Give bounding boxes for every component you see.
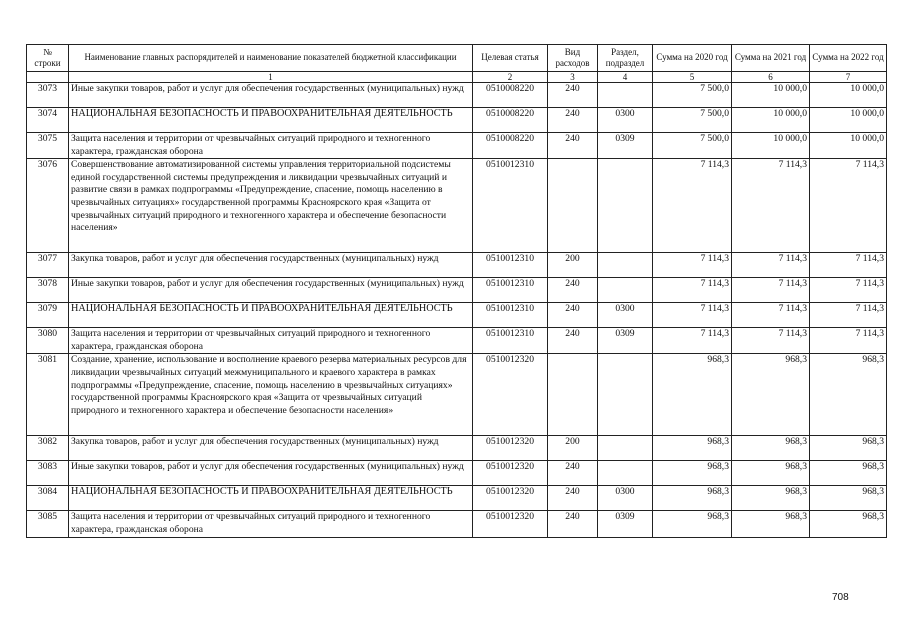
row-number-cell: 3078 — [27, 278, 69, 303]
target-article-cell: 0510012320 — [473, 436, 548, 461]
sum-2020-cell: 7 500,0 — [653, 108, 732, 133]
sum-2020-cell: 7 114,3 — [653, 159, 732, 253]
sum-2020-cell: 968,3 — [653, 511, 732, 537]
sum-2021-cell: 968,3 — [732, 486, 810, 511]
expense-type-cell: 240 — [548, 83, 598, 108]
section-cell — [598, 253, 653, 278]
target-article-cell: 0510012320 — [473, 511, 548, 537]
target-article-cell: 0510008220 — [473, 133, 548, 159]
row-number-cell: 3082 — [27, 436, 69, 461]
table-row — [27, 253, 887, 278]
sum-2022-cell: 10 000,0 — [810, 133, 887, 159]
target-article-cell: 0510012320 — [473, 354, 548, 436]
sum-2022-cell: 968,3 — [810, 486, 887, 511]
sum-2021-cell: 10 000,0 — [732, 108, 810, 133]
sum-2022-cell: 968,3 — [810, 461, 887, 486]
budget-table — [26, 44, 887, 538]
table-row — [27, 108, 887, 133]
sum-2020-cell: 7 114,3 — [653, 253, 732, 278]
sum-2021-cell: 7 114,3 — [732, 253, 810, 278]
section-cell: 0309 — [598, 328, 653, 354]
row-name-cell: Закупка товаров, работ и услуг для обеспечения государственных (муниципальных) нужд — [69, 253, 473, 278]
section-cell: 0309 — [598, 511, 653, 537]
index-cell — [27, 72, 69, 83]
row-number-cell: 3079 — [27, 303, 69, 328]
target-article-cell: 0510012310 — [473, 278, 548, 303]
expense-type-cell: 240 — [548, 303, 598, 328]
row-number-cell: 3076 — [27, 159, 69, 253]
column-index-row — [27, 72, 887, 83]
sum-2020-cell: 968,3 — [653, 436, 732, 461]
sum-2022-cell: 968,3 — [810, 354, 887, 436]
row-name-cell: НАЦИОНАЛЬНАЯ БЕЗОПАСНОСТЬ И ПРАВООХРАНИТЕЛЬНАЯ ДЕЯТЕЛЬНОСТЬ — [69, 303, 473, 328]
sum-2021-cell: 7 114,3 — [732, 278, 810, 303]
expense-type-cell: 240 — [548, 108, 598, 133]
table-row — [27, 328, 887, 354]
section-cell: 0309 — [598, 133, 653, 159]
header-sum-2021: Сумма на 2021 год — [732, 45, 810, 72]
sum-2021-cell: 7 114,3 — [732, 159, 810, 253]
header-target-article: Целевая статья — [473, 45, 548, 72]
table-row — [27, 133, 887, 159]
header-row-number: № строки — [27, 45, 69, 72]
row-name-cell: Иные закупки товаров, работ и услуг для обеспечения государственных (муниципальных) нужд — [69, 461, 473, 486]
expense-type-cell: 240 — [548, 133, 598, 159]
table-row — [27, 159, 887, 253]
budget-table-sheet — [26, 44, 886, 538]
section-cell — [598, 354, 653, 436]
row-number-cell: 3081 — [27, 354, 69, 436]
index-cell: 4 — [598, 72, 653, 83]
page-number: 708 — [832, 592, 849, 603]
index-cell: 2 — [473, 72, 548, 83]
row-number-cell: 3073 — [27, 83, 69, 108]
section-cell — [598, 461, 653, 486]
row-name-cell: НАЦИОНАЛЬНАЯ БЕЗОПАСНОСТЬ И ПРАВООХРАНИТЕЛЬНАЯ ДЕЯТЕЛЬНОСТЬ — [69, 108, 473, 133]
sum-2021-cell: 968,3 — [732, 436, 810, 461]
expense-type-cell: 240 — [548, 486, 598, 511]
table-row — [27, 278, 887, 303]
expense-type-cell — [548, 354, 598, 436]
index-cell: 6 — [732, 72, 810, 83]
sum-2021-cell: 968,3 — [732, 461, 810, 486]
target-article-cell: 0510008220 — [473, 108, 548, 133]
sum-2020-cell: 7 500,0 — [653, 133, 732, 159]
header-expense-type: Вид расходов — [548, 45, 598, 72]
row-number-cell: 3084 — [27, 486, 69, 511]
sum-2021-cell: 968,3 — [732, 511, 810, 537]
sum-2022-cell: 7 114,3 — [810, 159, 887, 253]
table-header-row — [27, 45, 887, 72]
target-article-cell: 0510012310 — [473, 303, 548, 328]
sum-2022-cell: 7 114,3 — [810, 303, 887, 328]
sum-2020-cell: 7 500,0 — [653, 83, 732, 108]
row-name-cell: Защита населения и территории от чрезвычайных ситуаций природного и техногенного характера, гражданская оборона — [69, 511, 473, 537]
row-name-cell: Иные закупки товаров, работ и услуг для обеспечения государственных (муниципальных) нужд — [69, 278, 473, 303]
target-article-cell: 0510012310 — [473, 253, 548, 278]
section-cell: 0300 — [598, 486, 653, 511]
sum-2022-cell: 10 000,0 — [810, 108, 887, 133]
sum-2020-cell: 7 114,3 — [653, 328, 732, 354]
table-row — [27, 511, 887, 537]
expense-type-cell: 200 — [548, 253, 598, 278]
row-name-cell: Защита населения и территории от чрезвычайных ситуаций природного и техногенного характера, гражданская оборона — [69, 133, 473, 159]
section-cell — [598, 83, 653, 108]
index-cell: 3 — [548, 72, 598, 83]
header-section: Раздел, подраздел — [598, 45, 653, 72]
section-cell — [598, 278, 653, 303]
expense-type-cell — [548, 159, 598, 253]
table-row — [27, 354, 887, 436]
sum-2022-cell: 7 114,3 — [810, 253, 887, 278]
expense-type-cell: 240 — [548, 461, 598, 486]
row-name-cell: Создание, хранение, использование и восполнение краевого резерва материальных ресурсов для ликвидации чрезвычайных ситуаций межмуниципального и краевого характера в рамках подпрограммы «Предупреждение, спасение, помощь населению в чрезвычайных ситуациях» государственной программы Красноярского края «Защита от чрезвычайных ситуаций природного и техногенного характера и обеспечение безопасности населения» — [69, 354, 473, 436]
target-article-cell: 0510012320 — [473, 486, 548, 511]
expense-type-cell: 240 — [548, 511, 598, 537]
sum-2022-cell: 10 000,0 — [810, 83, 887, 108]
row-number-cell: 3075 — [27, 133, 69, 159]
row-name-cell: Защита населения и территории от чрезвычайных ситуаций природного и техногенного характера, гражданская оборона — [69, 328, 473, 354]
row-name-cell: НАЦИОНАЛЬНАЯ БЕЗОПАСНОСТЬ И ПРАВООХРАНИТЕЛЬНАЯ ДЕЯТЕЛЬНОСТЬ — [69, 486, 473, 511]
target-article-cell: 0510012320 — [473, 461, 548, 486]
index-cell: 7 — [810, 72, 887, 83]
section-cell — [598, 159, 653, 253]
header-name: Наименование главных распорядителей и наименование показателей бюджетной классификации — [69, 45, 473, 72]
sum-2020-cell: 968,3 — [653, 461, 732, 486]
sum-2021-cell: 10 000,0 — [732, 133, 810, 159]
table-row — [27, 436, 887, 461]
sum-2022-cell: 968,3 — [810, 436, 887, 461]
expense-type-cell: 200 — [548, 436, 598, 461]
row-number-cell: 3077 — [27, 253, 69, 278]
expense-type-cell: 240 — [548, 278, 598, 303]
table-row — [27, 303, 887, 328]
index-cell: 5 — [653, 72, 732, 83]
table-row — [27, 486, 887, 511]
section-cell: 0300 — [598, 108, 653, 133]
row-name-cell: Закупка товаров, работ и услуг для обеспечения государственных (муниципальных) нужд — [69, 436, 473, 461]
row-number-cell: 3080 — [27, 328, 69, 354]
index-cell: 1 — [69, 72, 473, 83]
sum-2022-cell: 7 114,3 — [810, 278, 887, 303]
sum-2021-cell: 968,3 — [732, 354, 810, 436]
table-row — [27, 83, 887, 108]
table-row — [27, 461, 887, 486]
target-article-cell: 0510012310 — [473, 159, 548, 253]
row-number-cell: 3083 — [27, 461, 69, 486]
sum-2021-cell: 7 114,3 — [732, 328, 810, 354]
row-number-cell: 3074 — [27, 108, 69, 133]
sum-2020-cell: 968,3 — [653, 354, 732, 436]
sum-2020-cell: 7 114,3 — [653, 278, 732, 303]
row-name-cell: Иные закупки товаров, работ и услуг для обеспечения государственных (муниципальных) нужд — [69, 83, 473, 108]
sum-2021-cell: 7 114,3 — [732, 303, 810, 328]
section-cell: 0300 — [598, 303, 653, 328]
header-sum-2022: Сумма на 2022 год — [810, 45, 887, 72]
sum-2020-cell: 968,3 — [653, 486, 732, 511]
expense-type-cell: 240 — [548, 328, 598, 354]
target-article-cell: 0510012310 — [473, 328, 548, 354]
sum-2022-cell: 7 114,3 — [810, 328, 887, 354]
header-sum-2020: Сумма на 2020 год — [653, 45, 732, 72]
sum-2022-cell: 968,3 — [810, 511, 887, 537]
row-number-cell: 3085 — [27, 511, 69, 537]
sum-2021-cell: 10 000,0 — [732, 83, 810, 108]
section-cell — [598, 436, 653, 461]
sum-2020-cell: 7 114,3 — [653, 303, 732, 328]
target-article-cell: 0510008220 — [473, 83, 548, 108]
row-name-cell: Совершенствование автоматизированной системы управления территориальной подсистемы единой государственной системы предупреждения и ликвидации чрезвычайных ситуаций и развитие связи в рамках подпрограммы «Предупреждение, спасение, помощь населению в чрезвычайных ситуациях» государственной программы Красноярского края «Защита от чрезвычайных ситуаций природного и техногенного характера и обеспечение безопасности населения» — [69, 159, 473, 253]
